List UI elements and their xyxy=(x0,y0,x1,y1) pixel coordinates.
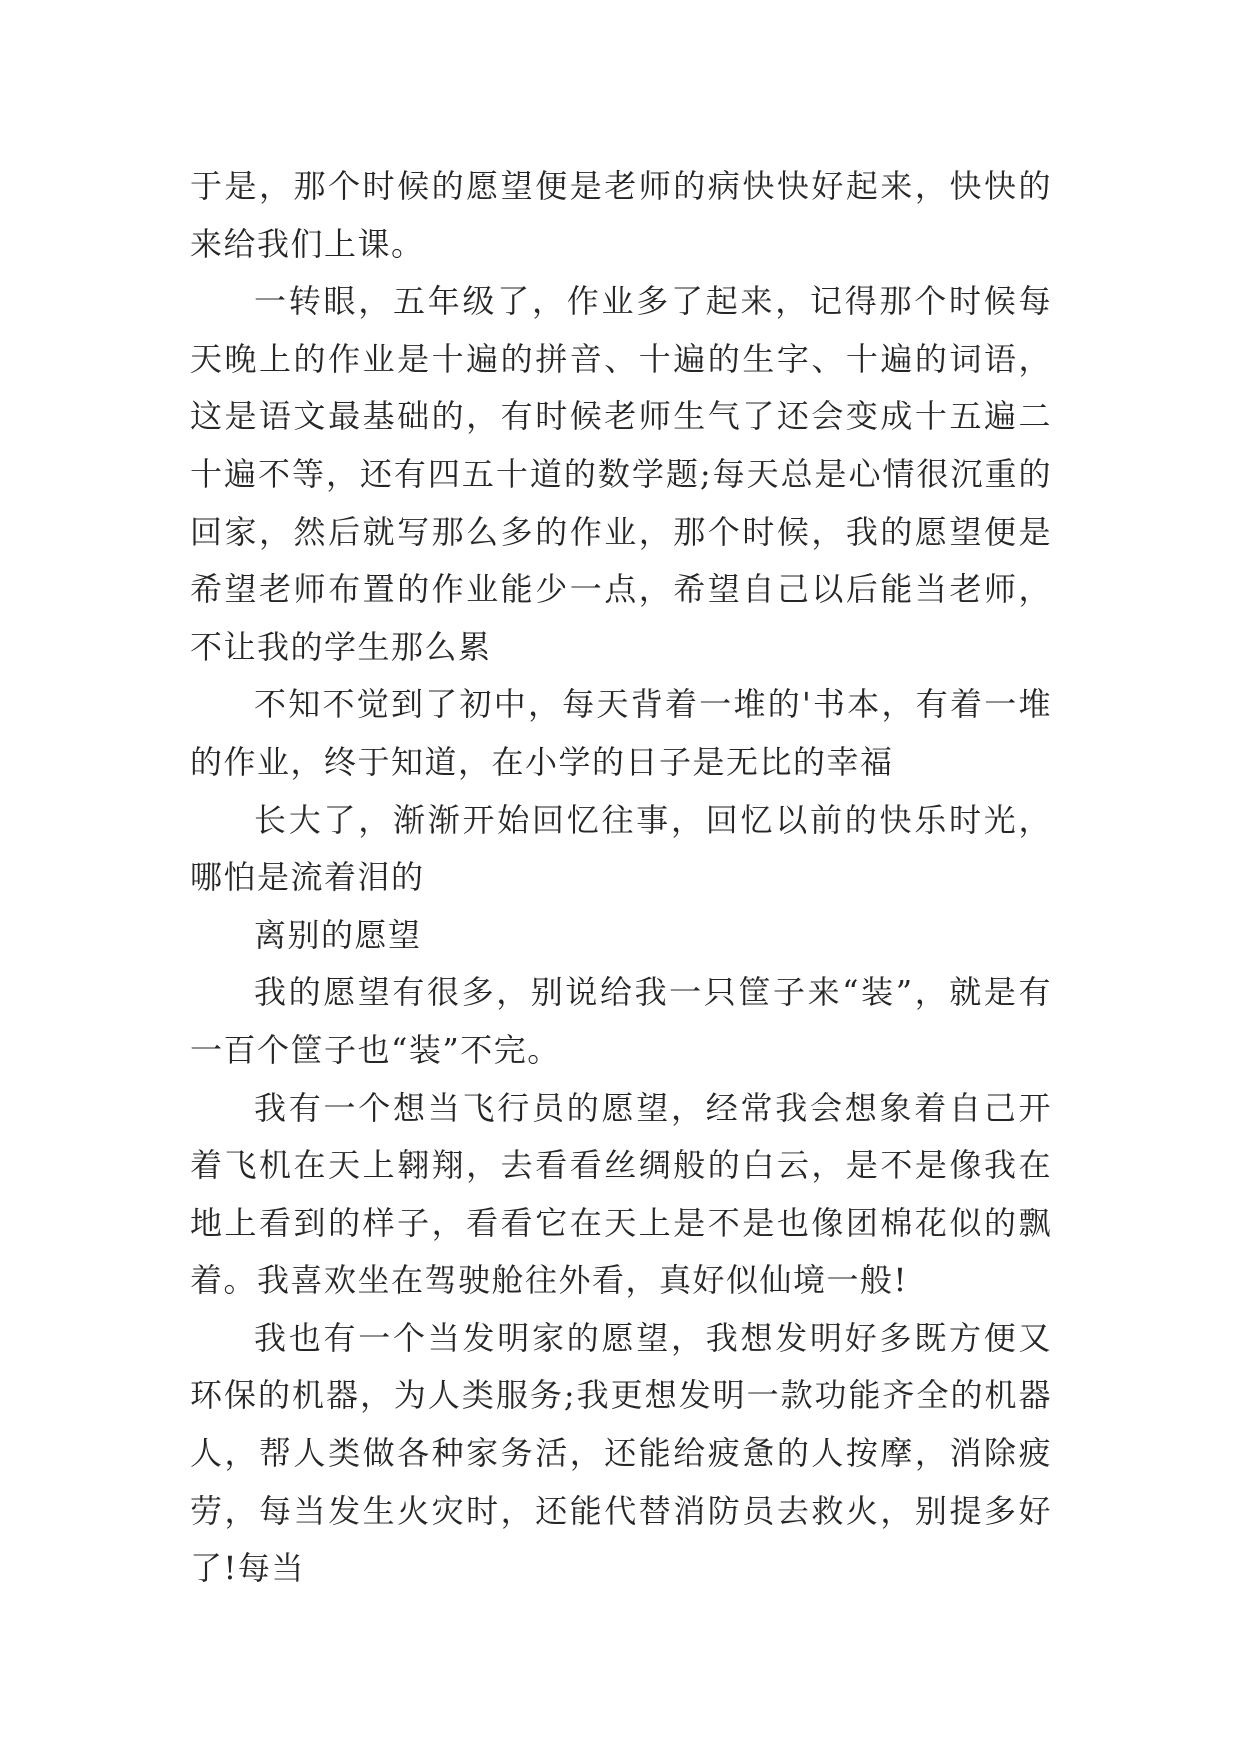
document-body xyxy=(190,158,1052,1598)
paragraph: 不知不觉到了初中，每天背着一堆的'书本，有着一堆的作业，终于知道，在小学的日子是无比的幸福 xyxy=(190,685,1052,781)
paragraph: 一转眼，五年级了，作业多了起来，记得那个时候每天晚上的作业是十遍的拼音、十遍的生字、十遍的词语，这是语文最基础的，有时候老师生气了还会变成十五遍二十遍不等，还有四五十道的数学题;每天总是心情很沉重的回家，然后就写那么多的作业，那个时候，我的愿望便是希望老师布置的作业能少一点，希望自己以后能当老师，不让我的学生那么累 xyxy=(190,282,1052,666)
paragraph: 我有一个想当飞行员的愿望，经常我会想象着自己开着飞机在天上翱翔，去看看丝绸般的白云，是不是像我在地上看到的样子，看看它在天上是不是也像团棉花似的飘着。我喜欢坐在驾驶舱往外看，真好似仙境一般! xyxy=(190,1088,1052,1300)
paragraph: 我也有一个当发明家的愿望，我想发明好多既方便又环保的机器，为人类服务;我更想发明一款功能齐全的机器人，帮人类做各种家务活，还能给疲惫的人按摩，消除疲劳，每当发生火灾时，还能代替消防员去救火，别提多好了!每当 xyxy=(190,1318,1052,1588)
paragraph: 长大了，渐渐开始回忆往事，回忆以前的快乐时光，哪怕是流着泪的 xyxy=(190,800,1052,897)
paragraph: 于是，那个时候的愿望便是老师的病快快好起来，快快的来给我们上课。 xyxy=(190,167,1052,263)
section-heading: 离别的愿望 xyxy=(254,915,422,954)
paragraph: 我的愿望有很多，别说给我一只筐子来“装”，就是有一百个筐子也“装”不完。 xyxy=(190,973,1052,1069)
